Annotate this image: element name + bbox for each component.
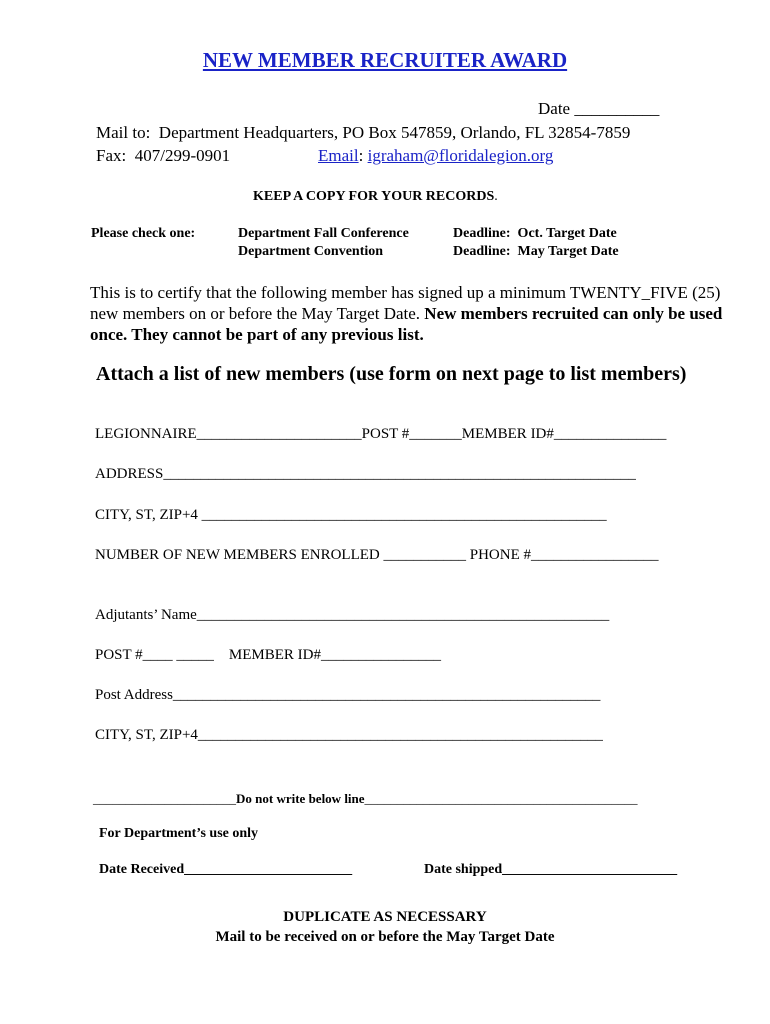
keep-copy-period: . — [494, 189, 498, 204]
keep-copy-note — [253, 189, 498, 205]
certification-paragraph — [90, 282, 730, 345]
fax-number: Fax: 407/299-0901 — [96, 146, 231, 165]
adjutant-name-field[interactable]: Adjutants’ Name_______________________________________________________ — [95, 607, 610, 623]
deadline-fall-conference: Deadline: Oct. Target Date — [453, 226, 617, 241]
email-colon: : — [358, 146, 368, 165]
attach-instruction: Attach a list of new members (use form on next page to list members) — [96, 363, 687, 385]
email-link[interactable]: igraham@floridalegion.org — [367, 146, 554, 165]
email-line — [318, 146, 553, 166]
divider-right-line: __________________________________________ — [364, 791, 638, 806]
email-label: Email — [318, 146, 359, 165]
mail-to-address: Mail to: Department Headquarters, PO Box 547859, Orlando, FL 32854-7859 — [96, 123, 631, 142]
post-city-state-zip-field[interactable]: CITY, ST, ZIP+4______________________________________________________ — [95, 727, 603, 743]
post-member-id-field[interactable]: POST #____ _____ MEMBER ID#________________ — [95, 647, 441, 663]
city-state-zip-field[interactable]: CITY, ST, ZIP+4 ______________________________________________________ — [95, 507, 607, 523]
duplicate-note: DUPLICATE AS NECESSARY — [283, 909, 487, 925]
certification-rule: New members recruited can only be used once. They cannot be part of any previous list. — [90, 304, 723, 344]
certification-text: This is to certify that the following member has signed up a minimum TWENTY_FIVE (25) new members on or before the May Target Date. — [90, 283, 721, 323]
form-title: NEW MEMBER RECRUITER AWARD — [202, 48, 568, 72]
department-use-heading: For Department’s use only — [99, 826, 259, 841]
do-not-write-divider — [93, 791, 638, 807]
deadline-convention: Deadline: May Target Date — [453, 244, 619, 259]
divider-left-line: ______________________ — [93, 791, 236, 806]
legionnaire-field[interactable]: LEGIONNAIRE______________________POST #_______MEMBER ID#_______________ — [95, 426, 667, 442]
new-members-count-field[interactable]: NUMBER OF NEW MEMBERS ENROLLED ___________ PHONE #_________________ — [95, 547, 659, 563]
date-received-field: Date Received________________________ — [99, 862, 353, 877]
divider-label: Do not write below line — [236, 791, 365, 806]
option-fall-conference[interactable]: Department Fall Conference — [238, 226, 409, 241]
keep-copy-text: KEEP A COPY FOR YOUR RECORDS — [253, 189, 495, 204]
post-address-field[interactable]: Post Address_________________________________________________________ — [95, 687, 601, 703]
mail-deadline-note: Mail to be received on or before the May Target Date — [215, 929, 555, 945]
check-one-label: Please check one: — [91, 226, 196, 241]
option-convention[interactable]: Department Convention — [238, 244, 384, 259]
date-field[interactable]: Date __________ — [538, 99, 660, 118]
date-shipped-field: Date shipped_________________________ — [424, 862, 678, 877]
address-field[interactable]: ADDRESS_______________________________________________________________ — [95, 466, 636, 482]
